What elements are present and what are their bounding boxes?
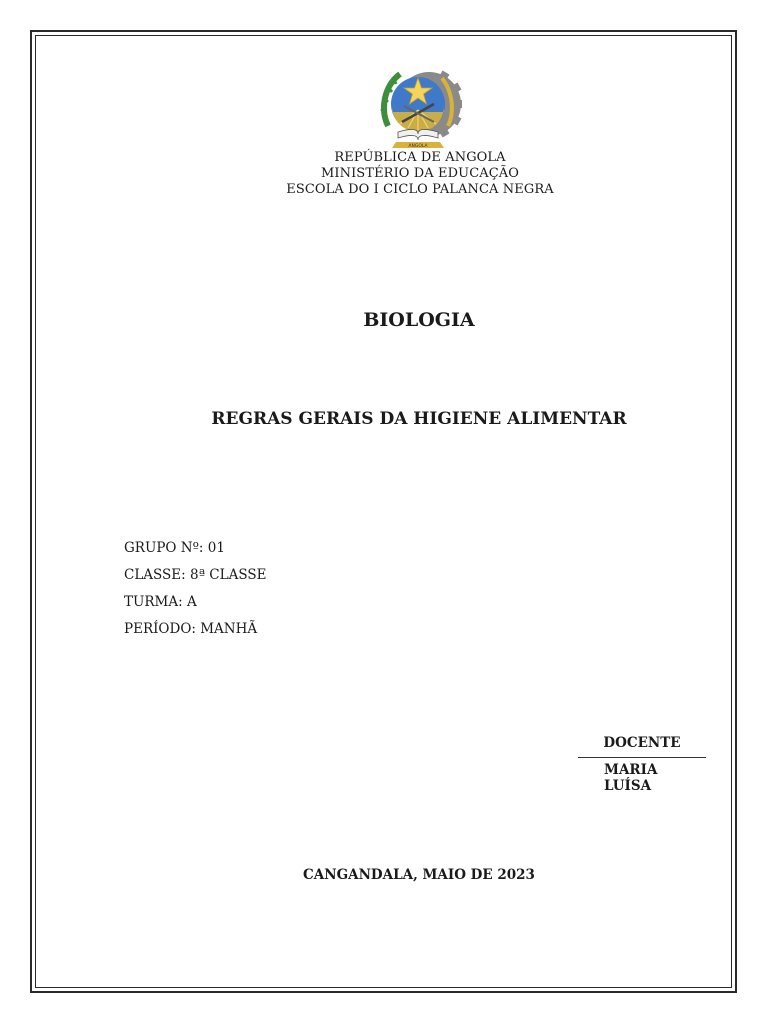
svg-text:ANGOLA: ANGOLA (408, 144, 428, 149)
header-ministry: MINISTÉRIO DA EDUCAÇÃO (320, 166, 520, 181)
class-section: TURMA: A (124, 594, 197, 610)
teacher-block (576, 735, 708, 794)
class-level: CLASSE: 8ª CLASSE (124, 567, 267, 583)
group-info (124, 535, 266, 643)
signature-line (578, 757, 706, 758)
place-date: CANGANDALA, MAIO DE 2023 (303, 867, 535, 883)
class-period: PERÍODO: MANHÃ (124, 621, 258, 637)
topic-title: REGRAS GERAIS DA HIGIENE ALIMENTAR (211, 409, 627, 429)
teacher-name: MARIA LUÍSA (604, 762, 658, 794)
group-number: GRUPO Nº: 01 (124, 540, 225, 556)
institution-header (70, 150, 768, 198)
header-country: REPÚBLICA DE ANGOLA (334, 150, 506, 165)
angola-coat-of-arms-icon (374, 64, 464, 154)
header-school: ESCOLA DO I CICLO PALANCA NEGRA (286, 182, 554, 197)
subject-title: BIOLOGIA (363, 309, 475, 331)
teacher-label: DOCENTE (603, 735, 681, 751)
